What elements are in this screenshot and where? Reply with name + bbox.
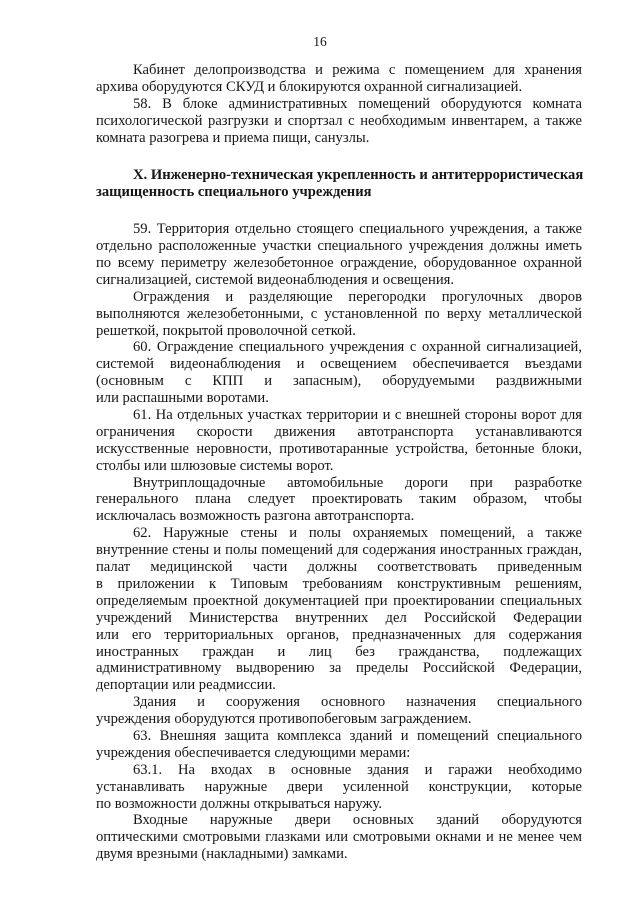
paragraph [96, 728, 582, 762]
text-line: комната разогрева и приема пищи, санузлы. [96, 129, 370, 146]
text-line: учреждения оборудуются противопобеговым заграждением. [96, 711, 472, 728]
text-line: ограничения скорости движения автотранспорта устанавливаются [96, 423, 582, 440]
text-line: депортации или реадмиссии. [96, 677, 276, 694]
section-title [96, 167, 582, 201]
text-line: 62. Наружные стены и полы охраняемых помещений, а также [133, 525, 582, 542]
paragraph [96, 694, 582, 728]
text-line: внутренние стены и полы помещений для содержания иностранных граждан, [96, 542, 582, 559]
text-line: административному выдворению за пределы Российской Федерации, [96, 660, 582, 677]
text-line: Входные наружные двери основных зданий оборудуются [133, 812, 582, 829]
paragraph [96, 812, 582, 863]
paragraph [96, 762, 582, 813]
text-line: 61. На отдельных участках территории и с внешней стороны ворот для [133, 407, 582, 424]
page-number: 16 [313, 34, 327, 49]
text-line: палат медицинской части должны соответствовать приведенным [96, 559, 582, 576]
text-line: выполняются железобетонными, с установленной по верху металлической [96, 305, 582, 322]
text-line: искусственные неровности, противотаранные устройства, бетонные блоки, [96, 440, 582, 457]
section-title-line: защищенность специального учреждения [96, 184, 372, 201]
paragraph [96, 221, 582, 289]
paragraph [96, 289, 582, 340]
text-line: отдельно расположенные участки специального учреждения должны иметь [96, 238, 582, 255]
text-line: по всему периметру железобетонное ограждение, оборудованное охранной [96, 255, 582, 272]
text-line: учреждений Министерства внутренних дел Российской Федерации [96, 609, 582, 626]
text-line: оптическими смотровыми глазками или смотровыми окнами и не менее чем [96, 829, 582, 846]
paragraph [96, 525, 582, 694]
text-line: исключалась возможность разгона автотранспорта. [96, 508, 415, 525]
text-line: решеткой, покрытой проволочной сеткой. [96, 322, 356, 339]
section-title-line: X. Инженерно-техническая укрепленность и антитеррористическая [133, 167, 584, 184]
text-line: 63. Внешняя защита комплекса зданий и помещений специального [133, 727, 582, 744]
text-line: системой видеонаблюдения и освещением обеспечивается въездами [96, 356, 582, 373]
text-line: по возможности должны открываться наружу. [96, 795, 383, 812]
text-line: или его территориальных органов, предназначенных для содержания [96, 626, 582, 643]
paragraph [96, 62, 582, 96]
paragraphs-after-section [96, 221, 582, 863]
text-line: в приложении к Типовым требованиям конструктивным решениям, [96, 575, 582, 592]
text-line: 59. Территория отдельно стоящего специального учреждения, а также [133, 221, 582, 238]
text-line: учреждения обеспечивается следующими мерами: [96, 744, 411, 761]
text-line: 60. Ограждение специального учреждения с охранной сигнализацией, [133, 339, 582, 356]
text-line: столбы или шлюзовые системы ворот. [96, 457, 334, 474]
text-line: психологической разгрузки и спортзал с необходимым инвентарем, а также [96, 112, 582, 129]
paragraph [96, 407, 582, 475]
text-line: сигнализацией, системой видеонаблюдения и освещения. [96, 271, 454, 288]
text-line: иностранных граждан и лиц без гражданства, подлежащих [96, 643, 582, 660]
paragraphs-before-section [96, 62, 582, 146]
text-line: или распашными воротами. [96, 390, 269, 407]
page-content [96, 62, 582, 863]
text-line: генерального плана следует проектировать таким образом, чтобы [96, 491, 582, 508]
text-line: Здания и сооружения основного назначения специального [133, 694, 582, 711]
text-line: Ограждения и разделяющие перегородки прогулочных дворов [133, 288, 582, 305]
text-line: Внутриплощадочные автомобильные дороги при разработке [133, 474, 582, 491]
paragraph [96, 475, 582, 526]
text-line: устанавливать наружные двери усиленной конструкции, которые [96, 778, 582, 795]
text-line: (основным с КПП и запасным), оборудуемыми раздвижными [96, 373, 582, 390]
text-line: определяемым проектной документацией при проектировании специальных [96, 592, 582, 609]
text-line: Кабинет делопроизводства и режима с помещением для хранения [133, 62, 582, 78]
text-line: 63.1. На входах в основные здания и гаражи необходимо [133, 761, 582, 778]
paragraph [96, 339, 582, 407]
text-line: двумя врезными (накладными) замками. [96, 846, 348, 863]
text-line: 58. В блоке административных помещений оборудуются комната [133, 95, 582, 112]
paragraph [96, 96, 582, 147]
text-line: архива оборудуются СКУД и блокируются охранной сигнализацией. [96, 78, 523, 95]
